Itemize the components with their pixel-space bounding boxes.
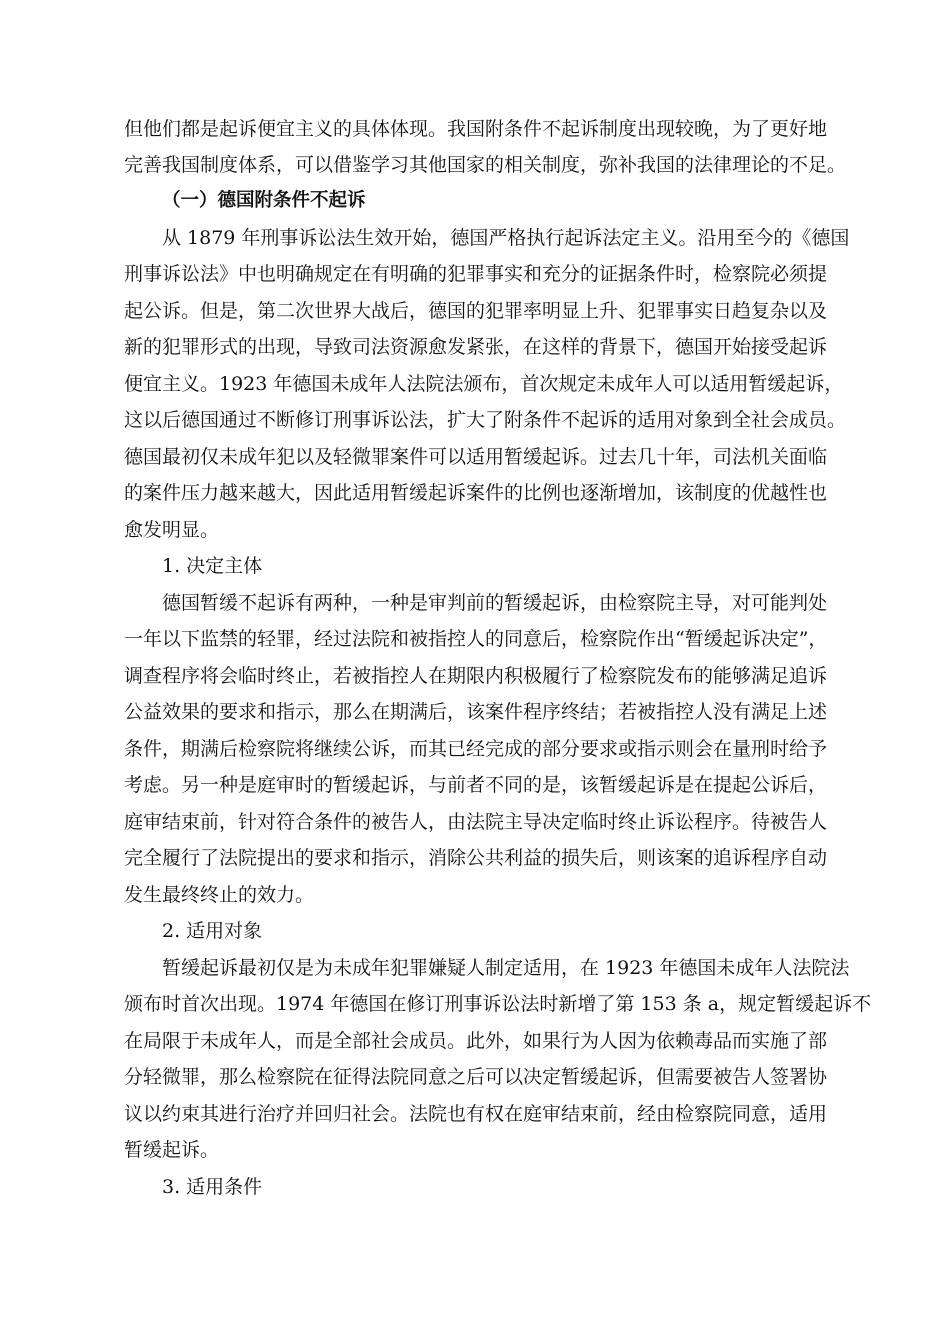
body-text-line: 的案件压力越来越大，因此适用暂缓起诉案件的比例也逐渐增加，该制度的优越性也 <box>124 482 828 504</box>
subsection-heading: 1. 决定主体 <box>162 555 263 577</box>
paragraph-first-line: 德国暂缓不起诉有两种，一种是审判前的暂缓起诉，由检察院主导，对可能判处 <box>162 592 828 614</box>
body-text-line: 调查程序将会临时终止，若被指控人在期限内积极履行了检察院发布的能够满足追诉 <box>124 665 828 687</box>
body-text-line: 起公诉。但是，第二次世界大战后，德国的犯罪率明显上升、犯罪事实日趋复杂以及 <box>124 300 828 322</box>
body-text-line: 发生最终终止的效力。 <box>124 884 315 906</box>
body-text-line: 议以约束其进行治疗并回归社会。法院也有权在庭审结束前，经由检察院同意，适用 <box>124 1103 828 1125</box>
body-text-line: 一年以下监禁的轻罪，经过法院和被指控人的同意后，检察院作出“暂缓起诉决定”， <box>124 628 828 650</box>
body-text-line: 这以后德国通过不断修订刑事诉讼法，扩大了附条件不起诉的适用对象到全社会成员。 <box>124 409 847 431</box>
body-text-line: 颁布时首次出现。1974 年德国在修订刑事诉讼法时新增了第 153 条 a，规定暂缓起诉不 <box>124 993 872 1015</box>
paragraph-first-line: 从 1879 年刑事诉讼法生效开始，德国严格执行起诉法定主义。沿用至今的《德国 <box>162 227 850 249</box>
body-text-line: 愈发明显。 <box>124 519 220 541</box>
subsection-heading: 2. 适用对象 <box>162 920 263 942</box>
subsection-heading: 3. 适用条件 <box>162 1176 263 1198</box>
body-text-line: 完善我国制度体系，可以借鉴学习其他国家的相关制度，弥补我国的法律理论的不足。 <box>124 154 847 176</box>
body-text-line: 考虑。另一种是庭审时的暂缓起诉，与前者不同的是，该暂缓起诉是在提起公诉后， <box>124 774 828 796</box>
body-text-line: 但他们都是起诉便宜主义的具体体现。我国附条件不起诉制度出现较晚，为了更好地 <box>124 118 828 140</box>
body-text-line: 在局限于未成年人，而是全部社会成员。此外，如果行为人因为依赖毒品而实施了部 <box>124 1030 828 1052</box>
body-text-line: 暂缓起诉。 <box>124 1139 220 1161</box>
section-heading: （一）德国附条件不起诉 <box>162 190 366 211</box>
body-text-line: 完全履行了法院提出的要求和指示，消除公共利益的损失后，则该案的追诉程序自动 <box>124 847 828 869</box>
body-text-line: 新的犯罪形式的出现，导致司法资源愈发紧张，在这样的背景下，德国开始接受起诉 <box>124 336 828 358</box>
body-text-line: 公益效果的要求和指示，那么在期满后，该案件程序终结；若被指控人没有满足上述 <box>124 701 828 723</box>
body-text-line: 刑事诉讼法》中也明确规定在有明确的犯罪事实和充分的证据条件时，检察院必须提 <box>124 263 828 285</box>
body-text-line: 庭审结束前，针对符合条件的被告人，由法院主导决定临时终止诉讼程序。待被告人 <box>124 811 828 833</box>
body-text-line: 德国最初仅未成年犯以及轻微罪案件可以适用暂缓起诉。过去几十年，司法机关面临 <box>124 446 828 468</box>
body-text-line: 条件，期满后检察院将继续公诉，而其已经完成的部分要求或指示则会在量刑时给予 <box>124 738 828 760</box>
body-text-line: 分轻微罪，那么检察院在征得法院同意之后可以决定暂缓起诉，但需要被告人签署协 <box>124 1066 828 1088</box>
paragraph-first-line: 暂缓起诉最初仅是为未成年犯罪嫌疑人制定适用，在 1923 年德国未成年人法院法 <box>162 957 850 979</box>
body-text-line: 便宜主义。1923 年德国未成年人法院法颁布，首次规定未成年人可以适用暂缓起诉， <box>124 373 844 395</box>
